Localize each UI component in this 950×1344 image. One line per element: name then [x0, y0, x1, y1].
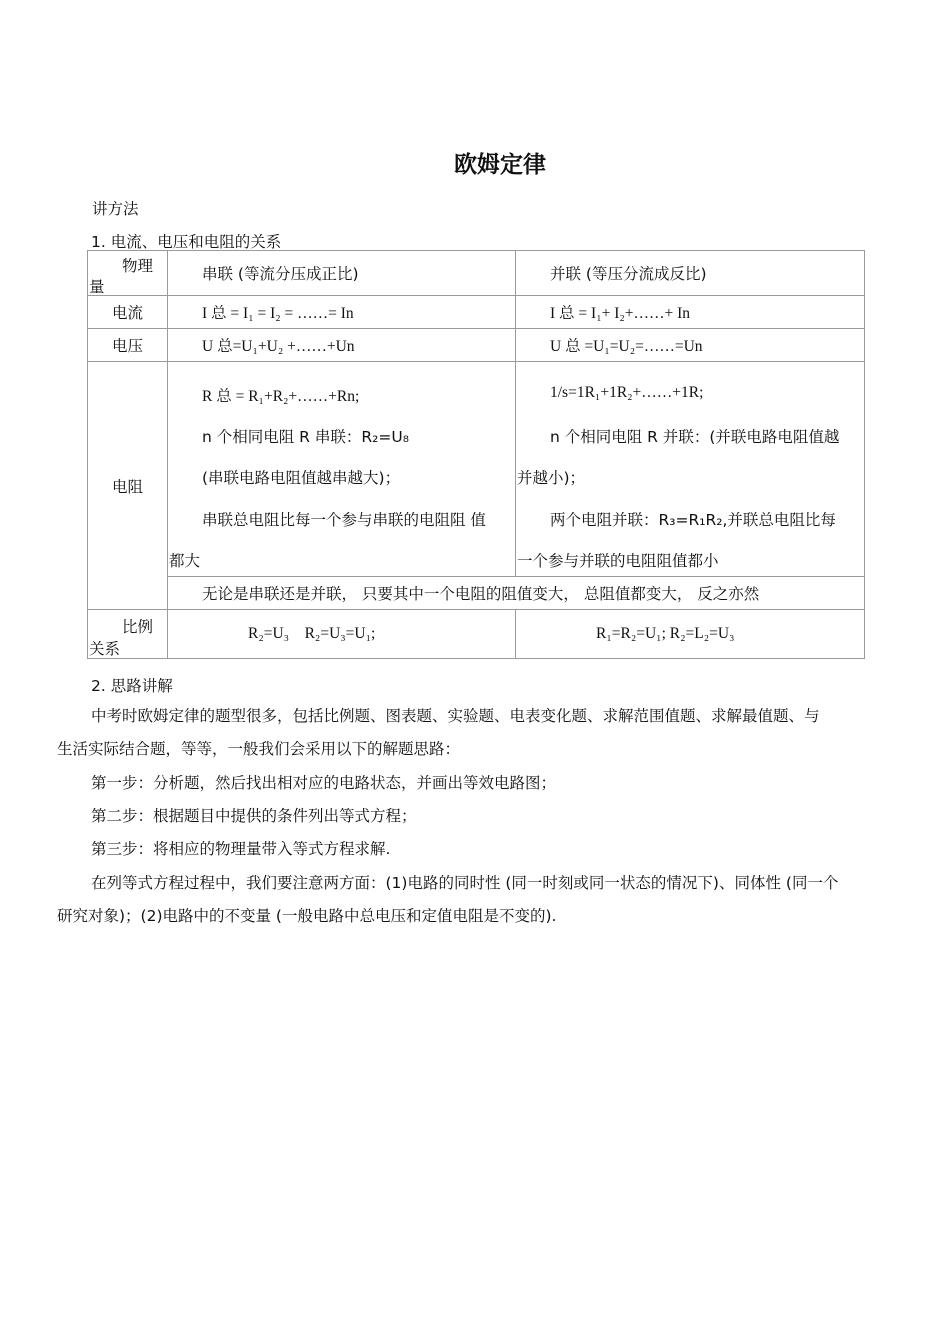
header-series-cell — [168, 251, 516, 296]
ratio-label-line2: 关系 — [89, 640, 121, 658]
table-row — [88, 296, 865, 329]
resistance-series-line: n 个相同电阻 R 串联：R₂=U₈ — [202, 428, 409, 446]
step-1: 第一步：分析题，然后找出相对应的电路状态，并画出等效电路图； — [91, 774, 557, 792]
header-quantity-cell — [88, 251, 168, 296]
resistance-parallel-line: 一个参与并联的电阻阻值都小 — [517, 552, 719, 570]
voltage-series-formula: U 总=U₁+U₂ +……+Un — [202, 338, 355, 355]
ratio-series-cell — [168, 610, 516, 659]
current-series-formula: I 总 = I₁ = I₂ = ……= In — [202, 305, 354, 322]
current-parallel-formula: I 总 = I₁+ I₂+……+ In — [550, 305, 691, 322]
current-series-cell — [168, 296, 516, 329]
voltage-series-cell — [168, 329, 516, 362]
resistance-parallel-line: 并越小)； — [517, 469, 586, 487]
table-row — [88, 251, 865, 296]
table-row — [88, 362, 865, 577]
ratio-series-formula: R₂=U₃ R₂=U₃=U₁; — [248, 625, 376, 642]
intro-paragraph — [57, 700, 897, 766]
voltage-label: 电压 — [111, 337, 143, 355]
resistance-parallel-cell — [516, 362, 865, 577]
intro-line: 中考时欧姆定律的题型很多，包括比例题、图表题、实验题、电表变化题、求解范围值题、求解最值题、与 — [91, 707, 820, 725]
voltage-label-cell — [88, 329, 168, 362]
ratio-label-line1: 比例 — [122, 618, 154, 636]
resistance-parallel-line: n 个相同电阻 R 并联：(并联电路电阻值越 — [550, 428, 840, 446]
note-paragraph — [57, 867, 897, 933]
ratio-label-cell — [88, 610, 168, 659]
current-label: 电流 — [111, 304, 143, 322]
resistance-series-line: R 总 = R₁+R₂+……+Rn; — [202, 388, 360, 405]
page-title: 欧姆定律 — [454, 152, 546, 178]
resistance-series-cell — [168, 362, 516, 577]
step-2: 第二步：根据题目中提供的条件列出等式方程； — [91, 807, 417, 825]
step-3: 第三步：将相应的物理量带入等式方程求解. — [91, 840, 391, 858]
resistance-series-line: 都大 — [169, 552, 201, 570]
voltage-parallel-cell — [516, 329, 865, 362]
section-method: 讲方法 — [92, 200, 139, 218]
resistance-label-cell — [88, 362, 168, 610]
step-list — [57, 767, 897, 866]
resistance-common-note-cell — [168, 577, 865, 610]
note-line: 研究对象)；(2)电路中的不变量 (一般电路中总电压和定值电阻是不变的). — [57, 907, 557, 925]
resistance-common-note: 无论是串联还是并联， 只要其中一个电阻的阻值变大， 总阻值都变大， 反之亦然 — [202, 585, 760, 603]
resistance-series-line: (串联电路电阻值越串越大)； — [202, 469, 401, 487]
resistance-parallel-line: 两个电阻并联：R₃=R₁R₂,并联总电阻比每 — [550, 511, 836, 529]
header-series: 串联 (等流分压成正比) — [202, 265, 359, 283]
table-row — [88, 577, 865, 610]
current-parallel-cell — [516, 296, 865, 329]
resistance-parallel-line: 1/s=1R₁+1R₂+……+1R; — [550, 384, 704, 401]
voltage-parallel-formula: U 总 =U₁=U₂=……=Un — [550, 338, 703, 355]
header-quantity-line1: 物理 — [122, 257, 154, 275]
table-row — [88, 610, 865, 659]
current-label-cell — [88, 296, 168, 329]
header-parallel: 并联 (等压分流成反比) — [550, 265, 707, 283]
header-quantity-line2: 量 — [89, 278, 105, 296]
note-line: 在列等式方程过程中，我们要注意两方面：(1)电路的同时性 (同一时刻或同一状态的情况下)、同体性 (同一个 — [91, 874, 839, 892]
resistance-series-line: 串联总电阻比每一个参与串联的电阻阻 值 — [202, 511, 486, 529]
ratio-parallel-cell — [516, 610, 865, 659]
ratio-parallel-formula: R₁=R₂=U₁; R₂=L₂=U₃ — [596, 625, 735, 642]
heading-method-explanation: 2. 思路讲解 — [91, 677, 173, 695]
intro-line: 生活实际结合题，等等，一般我们会采用以下的解题思路： — [57, 740, 461, 758]
heading-relations: 1. 电流、电压和电阻的关系 — [91, 233, 282, 251]
resistance-label: 电阻 — [111, 477, 143, 496]
relations-table — [87, 250, 865, 659]
header-parallel-cell — [516, 251, 865, 296]
table-row — [88, 329, 865, 362]
